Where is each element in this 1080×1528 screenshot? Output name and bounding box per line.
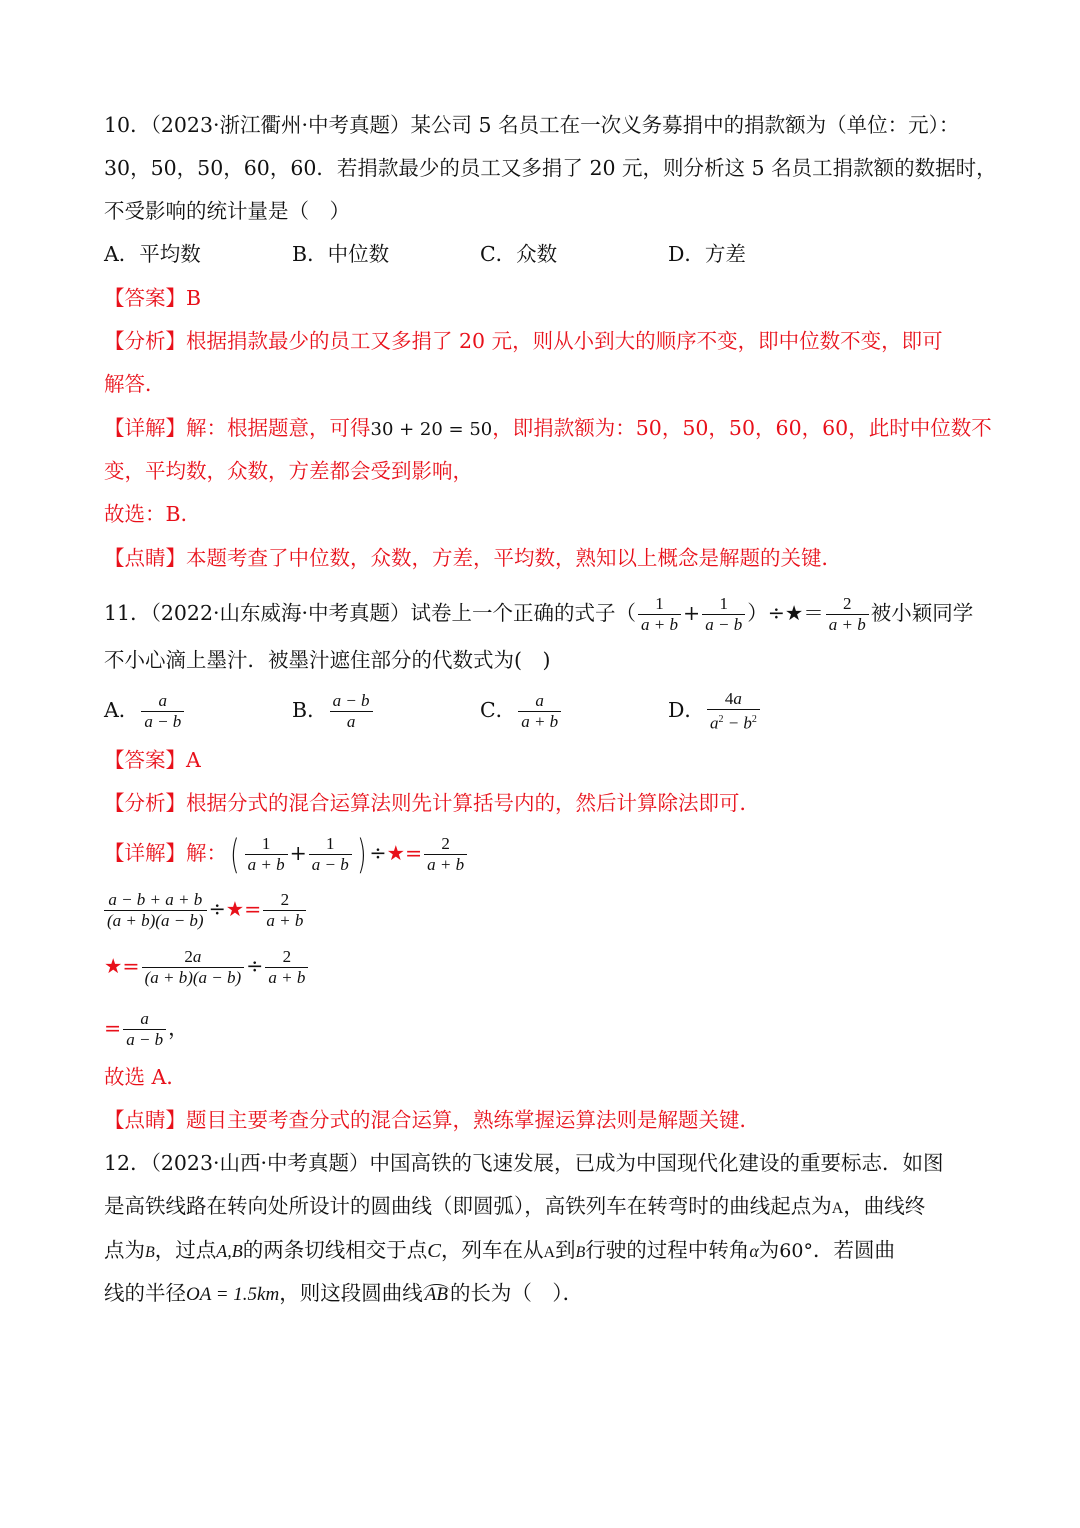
q12-stem-line4: 线的半径OA = 1.5km，则这段圆曲线 AB的长为（ ）． <box>104 1281 584 1305</box>
q11-analysis: 【分析】根据分式的混合运算法则先计算括号内的，然后计算除法即可． <box>104 791 760 815</box>
q12-stem-line1: 12．（2023·山西·中考真题）中国高铁的飞速发展，已成为中国现代化建设的重要标志．如图 <box>104 1151 944 1175</box>
q10-stem-line2: 30，50，50，60，60．若捐款最少的员工又多捐了 20 元，则分析这 5 名员工捐款额的数据时， <box>104 156 997 180</box>
q11-option-b: B． $\frac{a - b}{a}$ <box>292 688 375 732</box>
q10-detail-line2: 变，平均数，众数，方差都会受到影响， <box>104 459 473 483</box>
q11-stem-frac1: $\frac{1}{a + b}$ <box>638 594 681 635</box>
q10-detail-math: 30 + 20 = 50 <box>370 419 493 440</box>
q11-detail-line2: $\frac{a - b + a + b}{(a + b)(a - b)}$ ÷★= $\frac{2}{a + b}$ <box>104 886 984 932</box>
q11-detail-line1: 【详解】解：( $\frac{1}{a + b}$ + $\frac{1}{a - b}$ ) ÷★= $\frac{2}{a + b}$ <box>104 830 984 876</box>
q11-stem-line2: 不小心滴上墨汁．被墨汁遮住部分的代数式为( ) <box>104 648 551 672</box>
q11-option-c: C． $\frac{a}{a + b}$ <box>480 688 563 732</box>
q11-stem-eq: ＝ <box>803 601 824 625</box>
q11-option-d: D． $\frac{4a}{a^2 - b^2}$ <box>668 688 762 734</box>
q11-stem-suffix: 被小颖同学 <box>870 601 974 625</box>
q10-option-d: D．方差 <box>668 242 746 266</box>
q10-choose: 故选：B． <box>104 502 202 526</box>
q12-stem-line3: 点为B，过点A,B的两条切线相交于点C，列车在从A到B行驶的过程中转角α为60°．若圆曲 <box>104 1238 895 1262</box>
q11-detail-line3: ★= $\frac{2a}{(a + b)(a - b)}$ ÷ $\frac{2}{a + b}$ <box>104 943 984 989</box>
q11-comment: 【点睛】题目主要考查分式的混合运算，熟练掌握运算法则是解题关键． <box>104 1108 760 1132</box>
q10-comment: 【点睛】本题考查了中位数，众数，方差，平均数，熟知以上概念是解题的关键． <box>104 546 842 570</box>
q10-detail-prefix: 【详解】解：根据题意，可得 <box>104 416 371 440</box>
q11-stem-frac2: $\frac{1}{a - b}$ <box>702 594 745 635</box>
q11-option-a: A． $\frac{a}{a - b}$ <box>104 688 186 732</box>
star-icon: ★ <box>784 601 804 625</box>
q10-option-b: B．中位数 <box>292 242 390 266</box>
q10-analysis-line1: 【分析】根据捐款最少的员工又多捐了 20 元，则从小到大的顺序不变，即中位数不变，即可 <box>104 329 943 353</box>
arc-ab: AB <box>424 1284 448 1305</box>
q11-answer: 【答案】A <box>104 748 201 772</box>
star-icon: ★ <box>104 954 123 978</box>
q10-detail-line1 <box>104 413 992 445</box>
q10-detail-suffix: ，即捐款额为：50，50，50，60，60，此时中位数不 <box>492 416 992 440</box>
q12-stem-line2: 是高铁线路在转向处所设计的圆曲线（即圆弧），高铁列车在转弯时的曲线起点为A，曲线终 <box>104 1194 926 1218</box>
q11-stem-mid: ）÷ <box>747 601 785 625</box>
q10-stem-line1: 10．（2023·浙江衢州·中考真题）某公司 5 名员工在一次义务募捐中的捐款额为（单位：元）： <box>104 113 960 137</box>
q11-detail-line4: = $\frac{a}{a - b}$ ， <box>104 1009 189 1049</box>
q10-stem-line3: 不受影响的统计量是（ ） <box>104 199 350 223</box>
q11-detail-prefix: 【详解】解： <box>104 841 227 865</box>
star-icon: ★ <box>225 897 245 921</box>
q10-option-c: C．众数 <box>480 242 558 266</box>
q10-answer: 【答案】B <box>104 286 202 310</box>
q10-analysis-line2: 解答． <box>104 372 166 396</box>
star-icon: ★ <box>386 841 405 865</box>
q11-stem-prefix: 11．（2022·山东威海·中考真题）试卷上一个正确的式子（ <box>104 601 637 625</box>
q10-option-a: A．平均数 <box>104 242 201 266</box>
q11-choose: 故选 A． <box>104 1065 187 1089</box>
q11-stem-line1: 11．（2022·山东威海·中考真题）试卷上一个正确的式子（ $\frac{1}{a + b}$ + $\frac{1}{a - b}$ ）÷★＝ $\frac{2}{a + b}$ 被小颖同学 <box>104 594 974 634</box>
q11-stem-frac3: $\frac{2}{a + b}$ <box>826 594 869 635</box>
